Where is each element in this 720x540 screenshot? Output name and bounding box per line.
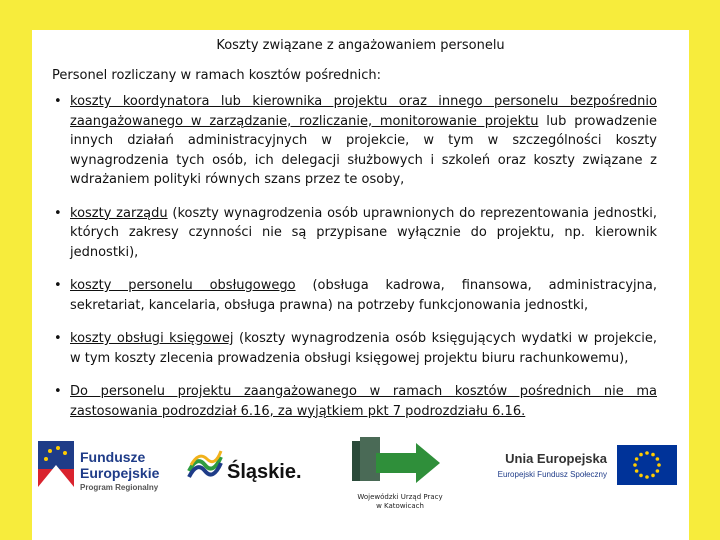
list-item — [52, 382, 657, 421]
bullet-underlined-text: koszty koordynatora lub kierownika projektu oraz innego personelu bezpośrednio zaangażowanego w zarządzanie, rozliczanie, monitorowanie projektu — [70, 94, 657, 129]
bullet-text: (koszty wynagrodzenia osób księgujących wydatki w projekcie, w tym koszty zlecenia prowadzenia obsługi księgowej projektu biuru rachunkowemu), — [70, 331, 657, 366]
fundusze-europejskie-logo — [36, 439, 186, 499]
slaskie-wave-icon — [187, 447, 223, 481]
wup-text — [340, 493, 460, 511]
unia-europejska-logo — [477, 441, 687, 497]
fe-title: Fundusze — [80, 449, 146, 465]
slaskie-text: Śląskie. — [227, 461, 302, 483]
bullet-text: (koszty wynagrodzenia osób uprawnionych do reprezentowania jednostki, których zakresy czynności nie są przypisane wyłącznie do projektu, np. kierownik jednostki), — [70, 205, 657, 260]
bullet-list — [52, 92, 657, 435]
slide — [32, 30, 689, 540]
page-title: Koszty związane z angażowaniem personelu — [216, 38, 505, 53]
wup-arrow-icon — [340, 435, 460, 491]
fe-title-2: Europejskie — [80, 465, 160, 481]
bullet-underlined-text: koszty personelu obsługowego — [70, 278, 296, 293]
bullet-text: lub prowadzenie innych działań administracyjnych w projekcie, w tym w szczególności koszty wynagrodzenia tych osób, ich delegacji służbowych i szkoleń oraz koszty związane z wdrażaniem polityki równych szans przez te osoby, — [70, 113, 657, 187]
ue-subtitle: Europejski Fundusz Społeczny — [497, 470, 607, 479]
eu-flag-icon — [617, 445, 677, 485]
bullet-text: (obsługa kadrowa, finansowa, administracyjna, sekretariat, kancelaria, obsługa prawna) na potrzeby funkcjonowania jednostki, — [70, 278, 657, 313]
list-item — [52, 276, 657, 315]
slaskie-logo — [187, 447, 337, 487]
fe-subtitle: Program Regionalny — [80, 483, 159, 492]
fe-emblem-icon — [36, 439, 76, 489]
ue-title: Unia Europejska — [505, 451, 607, 466]
bullet-underlined-text: koszty zarządu — [70, 205, 168, 221]
wup-line1: Wojewódzki Urząd Pracy — [357, 493, 443, 501]
list-item — [52, 204, 657, 263]
wup-logo — [340, 435, 460, 517]
list-item — [52, 329, 657, 368]
list-item — [52, 92, 657, 190]
section-subtitle: Personel rozliczany w ramach kosztów pośrednich: — [52, 68, 382, 83]
logo-bar — [32, 435, 689, 525]
bullet-underlined-text: Do personelu projektu zaangażowanego w ramach kosztów pośrednich nie ma zastosowania podrozdział 6.16, za wyjątkiem pkt 7 podrozdziału 6.16. — [70, 384, 657, 419]
bullet-underlined-text: koszty obsługi księgowej — [70, 331, 234, 346]
wup-line2: w Katowicach — [376, 502, 424, 510]
